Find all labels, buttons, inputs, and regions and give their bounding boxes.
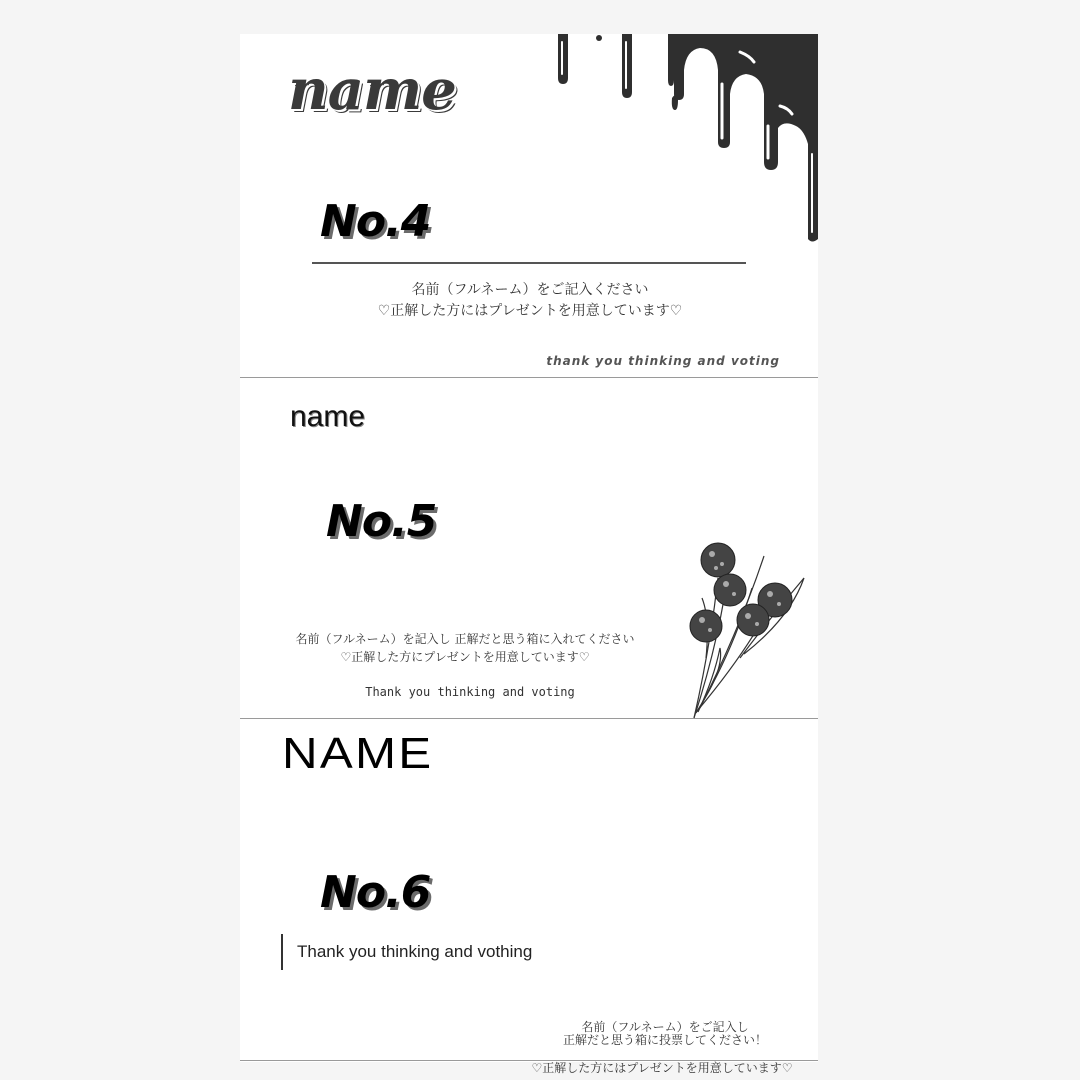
message-line: 名前（フルネーム）を記入し 正解だと思う箱に入れてください <box>295 632 635 646</box>
card-number: No.4 <box>320 196 431 247</box>
card-no6 <box>240 719 818 1075</box>
thanks-text: thank you thinking and voting <box>546 354 780 368</box>
card-no4 <box>240 34 818 378</box>
card-no5 <box>240 378 818 719</box>
message-line: ♡正解した方にはプレゼントを用意しています♡ <box>377 303 683 319</box>
card-title: name <box>288 57 456 123</box>
flower-illustration-icon <box>680 498 818 718</box>
card-sheet <box>240 34 818 1075</box>
card-title: name <box>290 400 366 433</box>
card-number: No.5 <box>326 496 437 547</box>
thanks-text: Thank you thinking and vothing <box>297 942 533 961</box>
name-writing-line <box>312 262 746 264</box>
card-message <box>330 280 730 322</box>
message-line: 名前（フルネーム）をご記入し <box>581 1020 749 1034</box>
card-footer: ♡正解した方にはプレゼントを用意しています♡ <box>531 1061 793 1075</box>
card-message <box>270 630 660 666</box>
message-line: 名前（フルネーム）をご記入ください <box>411 282 649 298</box>
drip-decoration-icon <box>550 34 818 249</box>
card-number: No.6 <box>320 867 431 918</box>
thanks-text: Thank you thinking and voting <box>365 685 575 699</box>
card-message <box>515 1021 815 1047</box>
message-line: ♡正解した方にプレゼントを用意しています♡ <box>340 650 590 664</box>
card-title: NAME <box>282 729 434 778</box>
message-line: 正解だと思う箱に投票してください！ <box>562 1033 767 1047</box>
accent-bar <box>281 934 283 970</box>
